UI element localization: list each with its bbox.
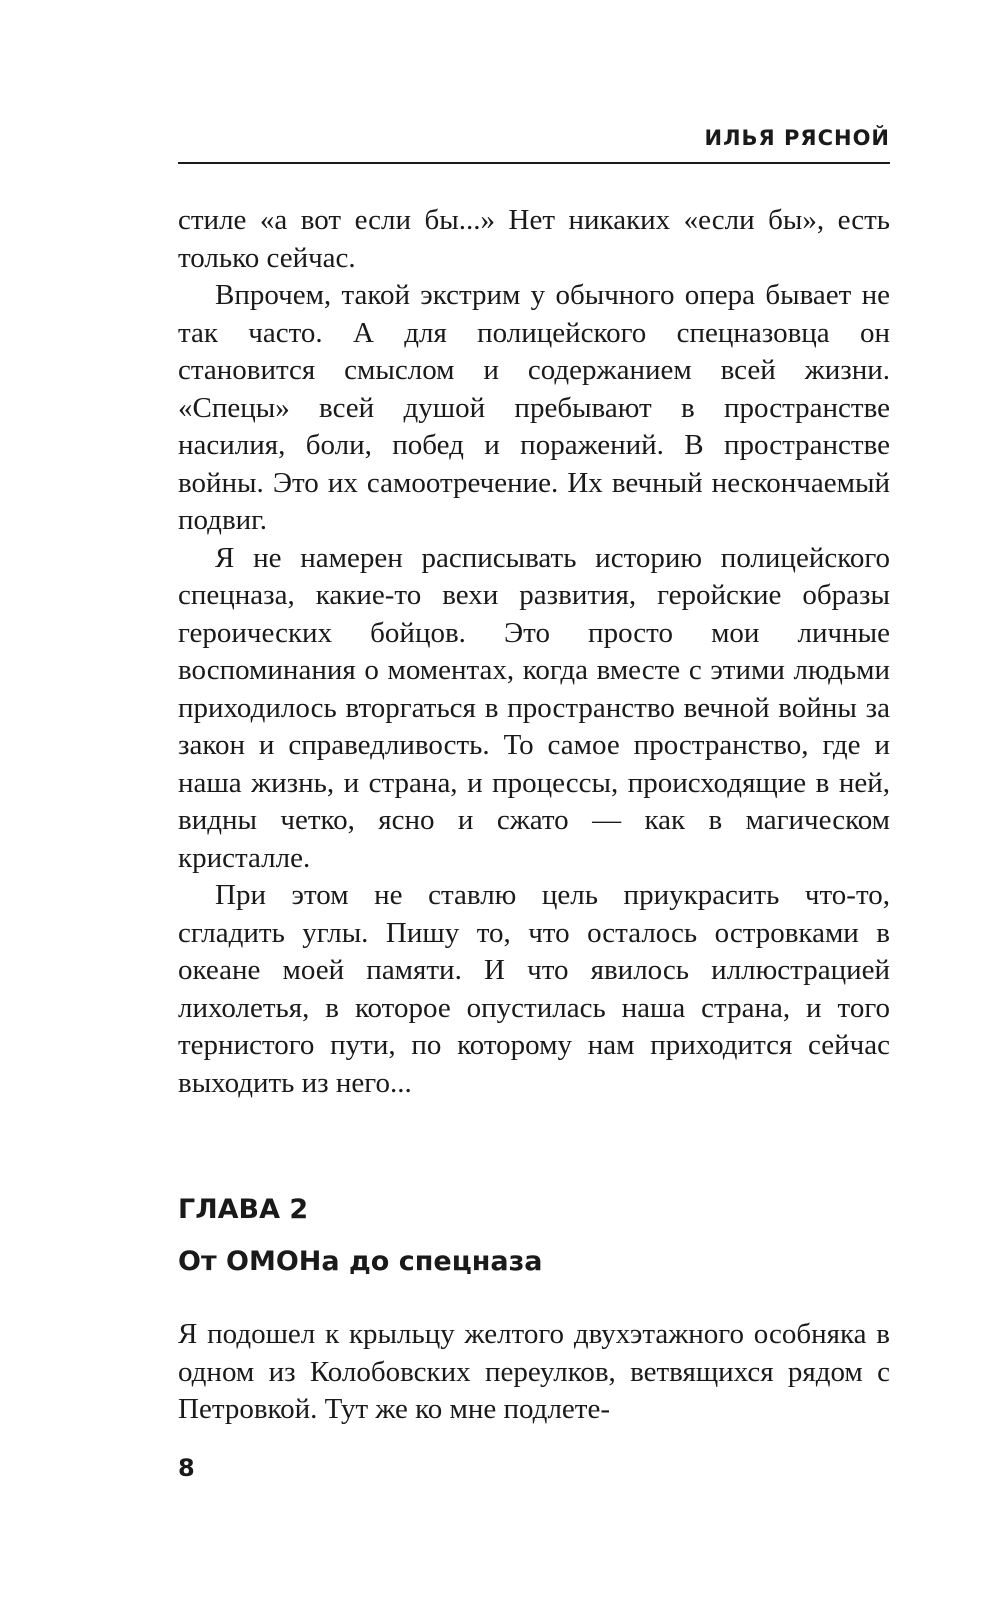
header-rule	[178, 162, 890, 164]
running-head-author: ИЛЬЯ РЯСНОЙ	[704, 126, 890, 150]
body-text-block	[178, 202, 890, 1102]
chapter-number: ГЛАВА 2	[178, 1194, 309, 1225]
paragraph-continuation: стиле «а вот если бы...» Нет никаких «если бы», есть только сейчас.	[178, 204, 890, 274]
chapter-title: От ОМОНа до спецназа	[178, 1246, 543, 1277]
paragraph: Я не намерен расписывать историю полицейского спецназа, какие-то вехи развития, геройские образы героических бойцов. Это просто мои личные воспоминания о моментах, когда вместе с этими людьми приходилось вторгаться в пространство вечной войны за закон и справедливость. То самое пространство, где и наша жизнь, и страна, и процессы, происходящие в ней, видны четко, ясно и сжато — как в магическом кристалле.	[178, 541, 890, 874]
page-number: 8	[178, 1454, 195, 1482]
paragraph: При этом не ставлю цель приукрасить что-то, сгладить углы. Пишу то, что осталось островками в океане моей памяти. И что явилось иллюстрацией лихолетья, в которое опустилась наша страна, и того тернистого пути, по которому нам приходится сейчас выходить из него...	[178, 879, 890, 1099]
chapter-opening-paragraph: Я подошел к крыльцу желтого двухэтажного особняка в одном из Колобовских переулков, ветвящихся рядом с Петровкой. Тут же ко мне подлете-	[178, 1318, 890, 1425]
chapter-opening-block	[178, 1316, 890, 1429]
paragraph: Впрочем, такой экстрим у обычного опера бывает не так часто. А для полицейского спецназовца он становится смыслом и содержанием всей жизни. «Спецы» всей душой пребывают в пространстве насилия, боли, побед и поражений. В пространстве войны. Это их самоотречение. Их вечный нескончаемый подвиг.	[178, 279, 890, 536]
